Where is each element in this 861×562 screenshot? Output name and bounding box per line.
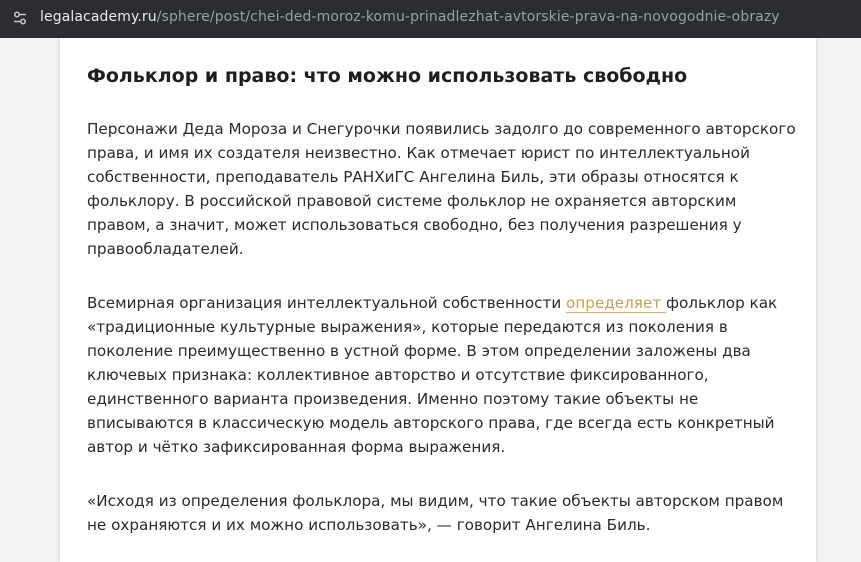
section-heading: Фольклор и право: что можно использовать свободно — [87, 65, 688, 87]
page-content — [0, 38, 861, 562]
defines-link[interactable]: определяет — [566, 294, 666, 312]
tune-icon[interactable] — [10, 8, 30, 28]
paragraph-2-end: фольклор как «традиционные культурные выражения», которые передаются из поколения в поколение преимущественно в устной форме. В этом определении заложены два ключевых признака: коллективное авторство и отсутствие фиксированного, единственного варианта произведения. Именно поэтому такие объекты не вписываются в классическую модель авторского права, где всегда есть конкретный автор и чётко зафиксированная форма выражения. — [87, 294, 778, 456]
paragraph-2-start: Всемирная организация интеллектуальной собственности — [87, 294, 567, 312]
address-bar[interactable] — [0, 0, 861, 38]
article-card — [60, 38, 816, 562]
url-host: legalacademy.ru — [40, 9, 157, 25]
paragraph-2 — [87, 291, 799, 459]
url-text[interactable] — [40, 8, 780, 26]
paragraph-1: Персонажи Деда Мороза и Снегурочки появились задолго до современного авторского права, и имя их создателя неизвестно. Как отмечает юрист по интеллектуальной собственности, преподаватель РАНХиГС Ангелина Биль, эти образы относятся к фольклору. В российской правовой системе фольклор не охраняется авторским правом, а значит, может использоваться свободно, без получения разрешения у правообладателей. — [87, 120, 796, 258]
url-path: /sphere/post/chei-ded-moroz-komu-prinadlezhat-avtorskie-prava-na-novogodnie-obrazy — [156, 9, 780, 25]
paragraph-3-quote: «Исходя из определения фольклора, мы видим, что такие объекты авторском правом не охраняются и их можно использовать», — говорит Ангелина Биль. — [87, 492, 784, 534]
